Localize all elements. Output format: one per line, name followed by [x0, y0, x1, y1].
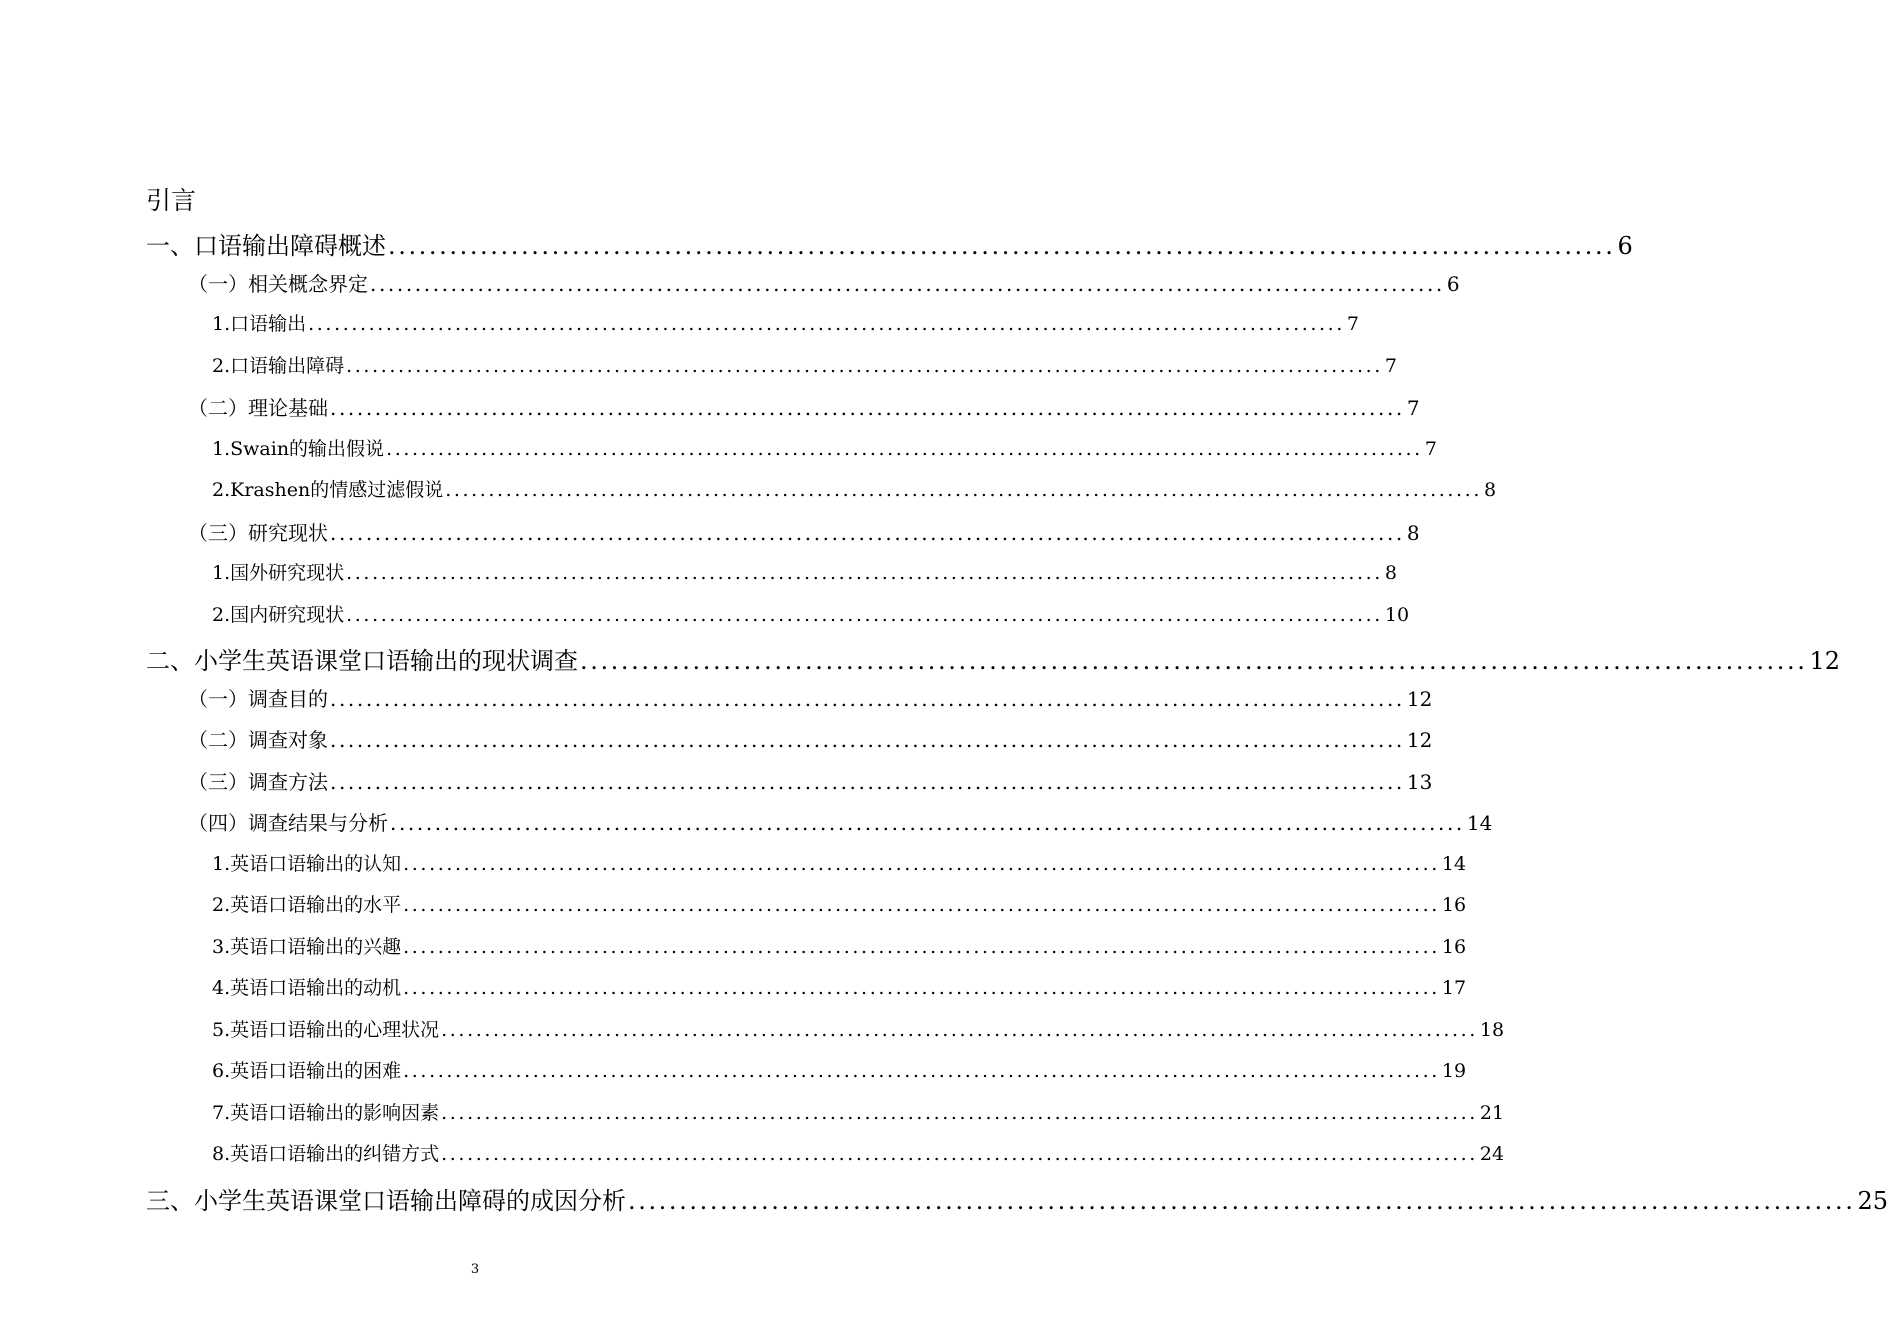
toc-entry-number: （一） [188, 271, 248, 296]
toc-entry-level-2[interactable] [188, 683, 1433, 712]
toc-entry-title: 调查方法 [248, 769, 328, 794]
toc-entry-number: （一） [188, 686, 248, 711]
toc-dot-leader: ........................................................................................................................ [441, 1018, 1478, 1041]
toc-entry-page: 17 [1441, 977, 1467, 999]
toc-entry-title: 英语口语输出的认知 [230, 852, 402, 875]
toc-entry-page: 14 [1466, 811, 1493, 835]
toc-entry-level-3[interactable] [212, 932, 1467, 959]
toc-entry-page: 25 [1857, 1186, 1888, 1215]
toc-entry-title: 国内研究现状 [230, 603, 345, 626]
toc-entry-number: （二） [188, 396, 248, 420]
toc-entry-level-2[interactable] [188, 268, 1460, 297]
toc-entry-title: 小学生英语课堂口语输出的现状调查 [194, 647, 578, 675]
toc-dot-leader: ........................................................................................................................ [403, 894, 1440, 916]
toc-entry-page: 6 [1446, 271, 1460, 296]
toc-entry-page: 14 [1441, 852, 1467, 875]
toc-dot-leader: ........................................................................................................................ [441, 1143, 1478, 1165]
toc-entry-number: （二） [188, 728, 248, 752]
toc-entry-number: 8. [212, 1143, 231, 1165]
toc-intro-heading[interactable]: 引言 [146, 186, 197, 215]
toc-entry-level-3[interactable] [212, 890, 1467, 917]
toc-entry-number: 2. [212, 354, 231, 377]
toc-entry-title: 英语口语输出的水平 [230, 894, 402, 916]
toc-entry-level-3[interactable] [212, 1015, 1505, 1042]
toc-dot-leader: ........................................................................................................................ [628, 1186, 1856, 1215]
toc-entry-level-3[interactable] [212, 1098, 1505, 1125]
toc-dot-leader: ........................................................................................................................ [386, 437, 1423, 460]
toc-dot-leader: ........................................................................................................................ [580, 647, 1808, 675]
toc-entry-level-3[interactable] [212, 1139, 1505, 1166]
toc-entry-title: 英语口语输出的动机 [230, 977, 402, 999]
toc-entry-number: 3. [212, 935, 231, 958]
toc-entry-title: 理论基础 [248, 396, 328, 420]
toc-entry-number: 2. [212, 603, 231, 626]
toc-entry-title: 口语输出障碍 [230, 354, 345, 377]
toc-entry-number: （三） [188, 520, 248, 545]
toc-dot-leader: ........................................................................................................................ [403, 935, 1440, 958]
toc-entry-page: 10 [1384, 603, 1410, 626]
toc-entry-number: 1. [212, 852, 231, 875]
toc-entry-page: 21 [1479, 1101, 1505, 1124]
toc-entry-level-2[interactable] [188, 807, 1493, 836]
toc-entry-title: 研究现状 [248, 520, 328, 545]
toc-entry-page: 8 [1483, 479, 1497, 501]
toc-entry-level-2[interactable] [188, 392, 1420, 421]
toc-entry-level-2[interactable] [188, 724, 1433, 753]
page-number: 3 [470, 1262, 480, 1277]
toc-entry-title: 国外研究现状 [230, 562, 345, 584]
toc-entry-level-1[interactable] [146, 226, 1633, 261]
toc-entry-level-3[interactable] [212, 558, 1397, 585]
toc-entry-title: 相关概念界定 [248, 271, 368, 296]
toc-entry-title: 调查结果与分析 [248, 811, 388, 835]
toc-entry-number: 一、 [146, 232, 194, 260]
toc-dot-leader: ........................................................................................................................ [330, 686, 1405, 711]
toc-entry-number: 5. [212, 1018, 231, 1041]
toc-entry-number: 1. [212, 562, 231, 584]
toc-entry-title: 英语口语输出的兴趣 [230, 935, 402, 958]
toc-entry-page: 7 [1384, 354, 1397, 377]
toc-entry-number: （三） [188, 769, 248, 794]
toc-entry-title: 英语口语输出的困难 [230, 1060, 402, 1082]
toc-entry-page: 16 [1441, 894, 1467, 916]
toc-dot-leader: ........................................................................................................................ [388, 232, 1616, 260]
toc-entry-title: 口语输出 [230, 313, 307, 335]
toc-dot-leader: ........................................................................................................................ [346, 354, 1383, 377]
toc-entry-number: 1. [212, 437, 231, 460]
toc-entry-level-3[interactable] [212, 475, 1497, 502]
toc-dot-leader: ........................................................................................................................ [441, 1101, 1478, 1124]
toc-entry-page: 8 [1384, 562, 1397, 584]
toc-entry-page: 7 [1346, 313, 1359, 335]
toc-entry-level-2[interactable] [188, 766, 1433, 795]
toc-entry-title: Swain的输出假说 [230, 437, 385, 460]
toc-dot-leader: ........................................................................................................................ [330, 769, 1405, 794]
toc-entry-number: 2. [212, 479, 231, 501]
toc-entry-title: Krashen的情感过滤假说 [230, 479, 444, 501]
toc-entry-number: 1. [212, 313, 231, 335]
toc-dot-leader: ........................................................................................................................ [403, 852, 1440, 875]
toc-entry-page: 12 [1809, 647, 1841, 675]
toc-entry-level-3[interactable] [212, 973, 1467, 1000]
toc-entry-page: 12 [1406, 686, 1433, 711]
toc-entry-level-1[interactable] [146, 641, 1841, 676]
toc-entry-level-1[interactable] [146, 1181, 1888, 1216]
toc-entry-number: （四） [188, 811, 248, 835]
toc-entry-level-3[interactable] [212, 600, 1410, 627]
toc-entry-number: 二、 [146, 647, 194, 675]
toc-entry-level-2[interactable] [188, 517, 1420, 546]
toc-dot-leader: ........................................................................................................................ [330, 396, 1405, 420]
toc-entry-page: 24 [1479, 1143, 1505, 1165]
toc-dot-leader: ........................................................................................................................ [308, 313, 1345, 335]
toc-entry-page: 13 [1406, 769, 1433, 794]
toc-entry-level-3[interactable] [212, 434, 1437, 461]
toc-dot-leader: ........................................................................................................................ [370, 271, 1445, 296]
toc-entry-page: 12 [1406, 728, 1433, 752]
toc-entry-title: 调查对象 [248, 728, 328, 752]
toc-dot-leader: ........................................................................................................................ [346, 562, 1383, 584]
toc-entry-number: 三、 [146, 1186, 194, 1215]
toc-entry-level-3[interactable] [212, 1056, 1467, 1083]
toc-entry-number: 2. [212, 894, 231, 916]
toc-entry-number: 6. [212, 1060, 231, 1082]
toc-entry-level-3[interactable] [212, 351, 1397, 378]
toc-entry-page: 8 [1406, 520, 1420, 545]
toc-entry-title: 小学生英语课堂口语输出障碍的成因分析 [194, 1186, 626, 1215]
toc-dot-leader: ........................................................................................................................ [330, 728, 1405, 752]
toc-dot-leader: ........................................................................................................................ [330, 520, 1405, 545]
toc-dot-leader: ........................................................................................................................ [403, 977, 1440, 999]
toc-entry-page: 7 [1406, 396, 1420, 420]
toc-entry-title: 调查目的 [248, 686, 328, 711]
toc-entry-page: 18 [1479, 1018, 1505, 1041]
toc-entry-title: 口语输出障碍概述 [194, 232, 386, 260]
toc-entry-number: 4. [212, 977, 231, 999]
toc-entry-page: 7 [1424, 437, 1437, 460]
toc-entry-number: 7. [212, 1101, 231, 1124]
toc-entry-title: 英语口语输出的心理状况 [230, 1018, 440, 1041]
toc-entry-title: 英语口语输出的影响因素 [230, 1101, 440, 1124]
toc-dot-leader: ........................................................................................................................ [390, 811, 1465, 835]
toc-entry-page: 6 [1617, 232, 1633, 260]
toc-entry-level-3[interactable] [212, 309, 1359, 336]
toc-entry-page: 16 [1441, 935, 1467, 958]
toc-dot-leader: ........................................................................................................................ [346, 603, 1383, 626]
toc-dot-leader: ........................................................................................................................ [403, 1060, 1440, 1082]
toc-dot-leader: ........................................................................................................................ [445, 479, 1482, 501]
toc-entry-level-3[interactable] [212, 849, 1467, 876]
toc-entry-page: 19 [1441, 1060, 1467, 1082]
toc-entry-title: 英语口语输出的纠错方式 [230, 1143, 440, 1165]
